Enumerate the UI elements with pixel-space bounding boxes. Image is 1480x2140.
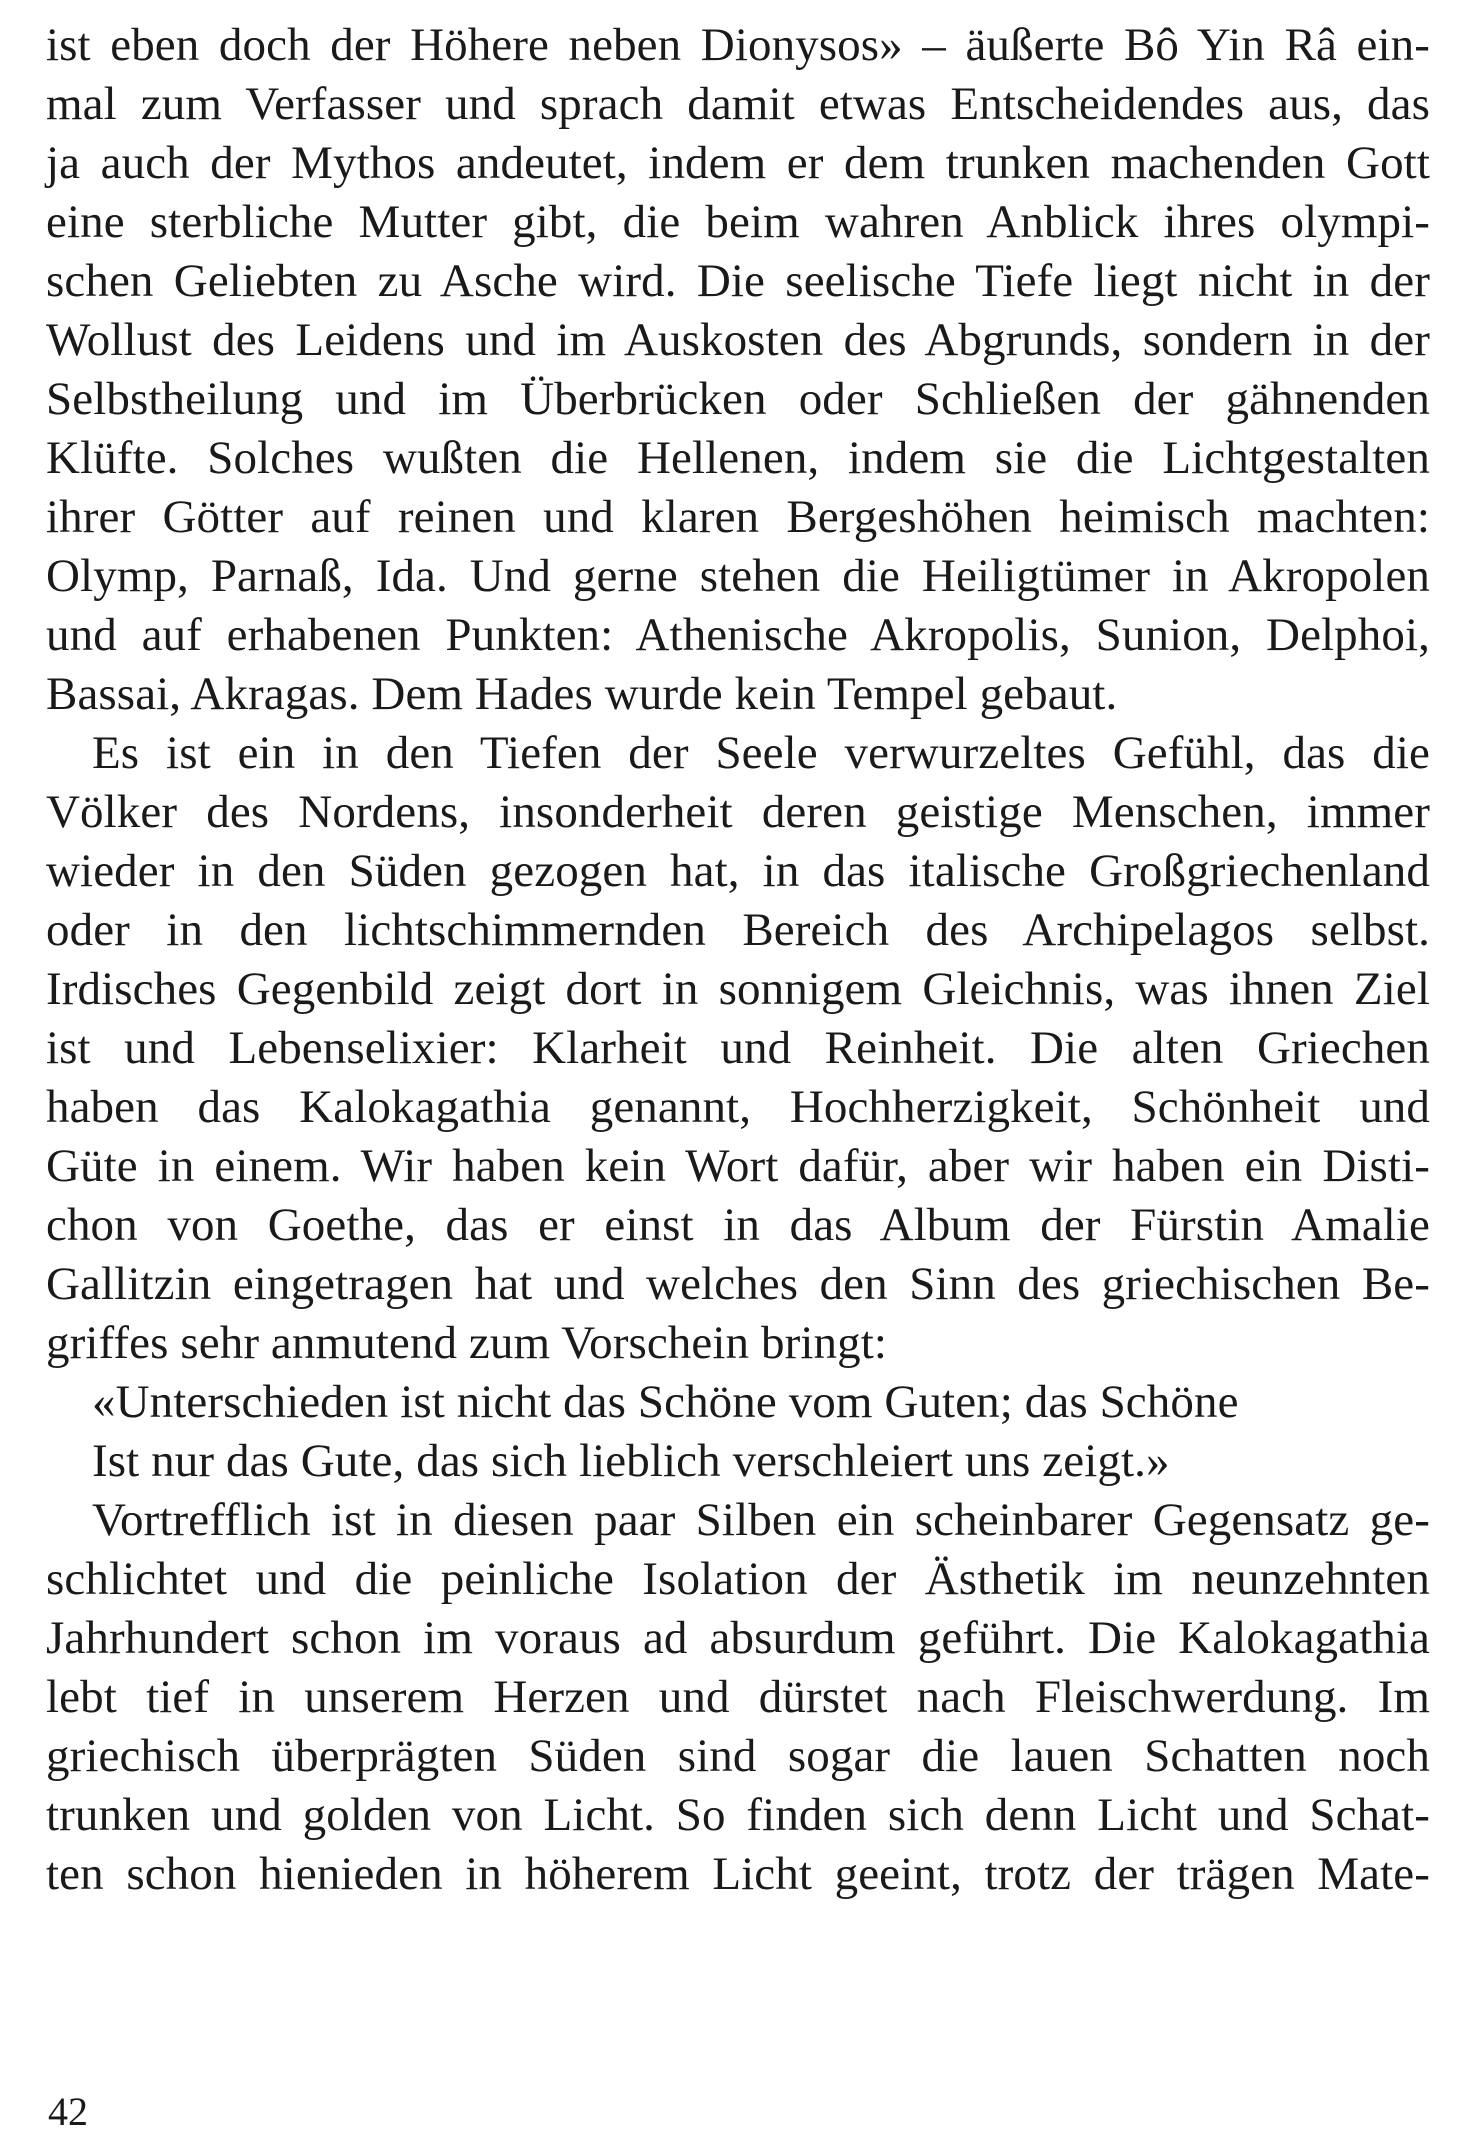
text-line: schen Geliebten zu Asche wird. Die seelische Tiefe liegt nicht in der xyxy=(46,255,1430,307)
text-line: oder in den lichtschimmernden Bereich des Archipelagos selbst. xyxy=(46,904,1430,956)
quote-line: «Unterschieden ist nicht das Schöne vom Guten; das Schöne xyxy=(92,1376,1239,1428)
text-line: Es ist ein in den Tiefen der Seele verwurzeltes Gefühl, das die xyxy=(92,727,1430,779)
text-line: Völker des Nordens, insonderheit deren geistige Menschen, immer xyxy=(46,786,1430,838)
text-line: Gallitzin eingetragen hat und welches den Sinn des griechischen Be- xyxy=(46,1258,1430,1310)
text-line: Irdisches Gegenbild zeigt dort in sonnigem Gleichnis, was ihnen Ziel xyxy=(46,963,1430,1015)
text-line: mal zum Verfasser und sprach damit etwas Entscheidendes aus, das xyxy=(46,78,1430,130)
text-line: haben das Kalokagathia genannt, Hochherzigkeit, Schönheit und xyxy=(46,1081,1430,1133)
text-line: und auf erhabenen Punkten: Athenische Akropolis, Sunion, Delphoi, xyxy=(46,609,1430,661)
text-line: griffes sehr anmutend zum Vorschein bringt: xyxy=(46,1317,888,1369)
text-line: eine sterbliche Mutter gibt, die beim wahren Anblick ihres olympi- xyxy=(46,196,1430,248)
text-line: trunken und golden von Licht. So finden sich denn Licht und Schat- xyxy=(46,1789,1430,1841)
text-line: ten schon hienieden in höherem Licht geeint, trotz der trägen Mate- xyxy=(46,1848,1430,1900)
text-line: lebt tief in unserem Herzen und dürstet nach Fleischwerdung. Im xyxy=(46,1671,1430,1723)
text-line: griechisch überprägten Süden sind sogar die lauen Schatten noch xyxy=(46,1730,1430,1782)
text-line: wieder in den Süden gezogen hat, in das italische Großgriechenland xyxy=(46,845,1430,897)
quote-line: Ist nur das Gute, das sich lieblich verschleiert uns zeigt.» xyxy=(92,1435,1170,1487)
text-line: ihrer Götter auf reinen und klaren Bergeshöhen heimisch machten: xyxy=(46,491,1430,543)
text-line: ist eben doch der Höhere neben Dionysos» – äußerte Bô Yin Râ ein- xyxy=(46,19,1430,71)
text-line: Vortrefflich ist in diesen paar Silben ein scheinbarer Gegensatz ge- xyxy=(92,1494,1430,1546)
text-line: Wollust des Leidens und im Auskosten des Abgrunds, sondern in der xyxy=(46,314,1430,366)
text-line: ist und Lebenselixier: Klarheit und Reinheit. Die alten Griechen xyxy=(46,1022,1430,1074)
text-line: Jahrhundert schon im voraus ad absurdum geführt. Die Kalokagathia xyxy=(46,1612,1430,1664)
text-line: schlichtet und die peinliche Isolation der Ästhetik im neunzehnten xyxy=(46,1553,1430,1605)
page-number: 42 xyxy=(48,2089,88,2134)
text-line: Olymp, Parnaß, Ida. Und gerne stehen die Heiligtümer in Akropolen xyxy=(46,550,1430,602)
text-line: Klüfte. Solches wußten die Hellenen, indem sie die Lichtgestalten xyxy=(46,432,1430,484)
text-line: Güte in einem. Wir haben kein Wort dafür, aber wir haben ein Disti- xyxy=(46,1140,1430,1192)
text-line: ja auch der Mythos andeutet, indem er dem trunken machenden Gott xyxy=(46,137,1430,189)
text-line: Selbstheilung und im Überbrücken oder Schließen der gähnenden xyxy=(46,373,1430,425)
text-line: Bassai, Akragas. Dem Hades wurde kein Tempel gebaut. xyxy=(46,668,1118,720)
text-line: chon von Goethe, das er einst in das Album der Fürstin Amalie xyxy=(46,1199,1430,1251)
